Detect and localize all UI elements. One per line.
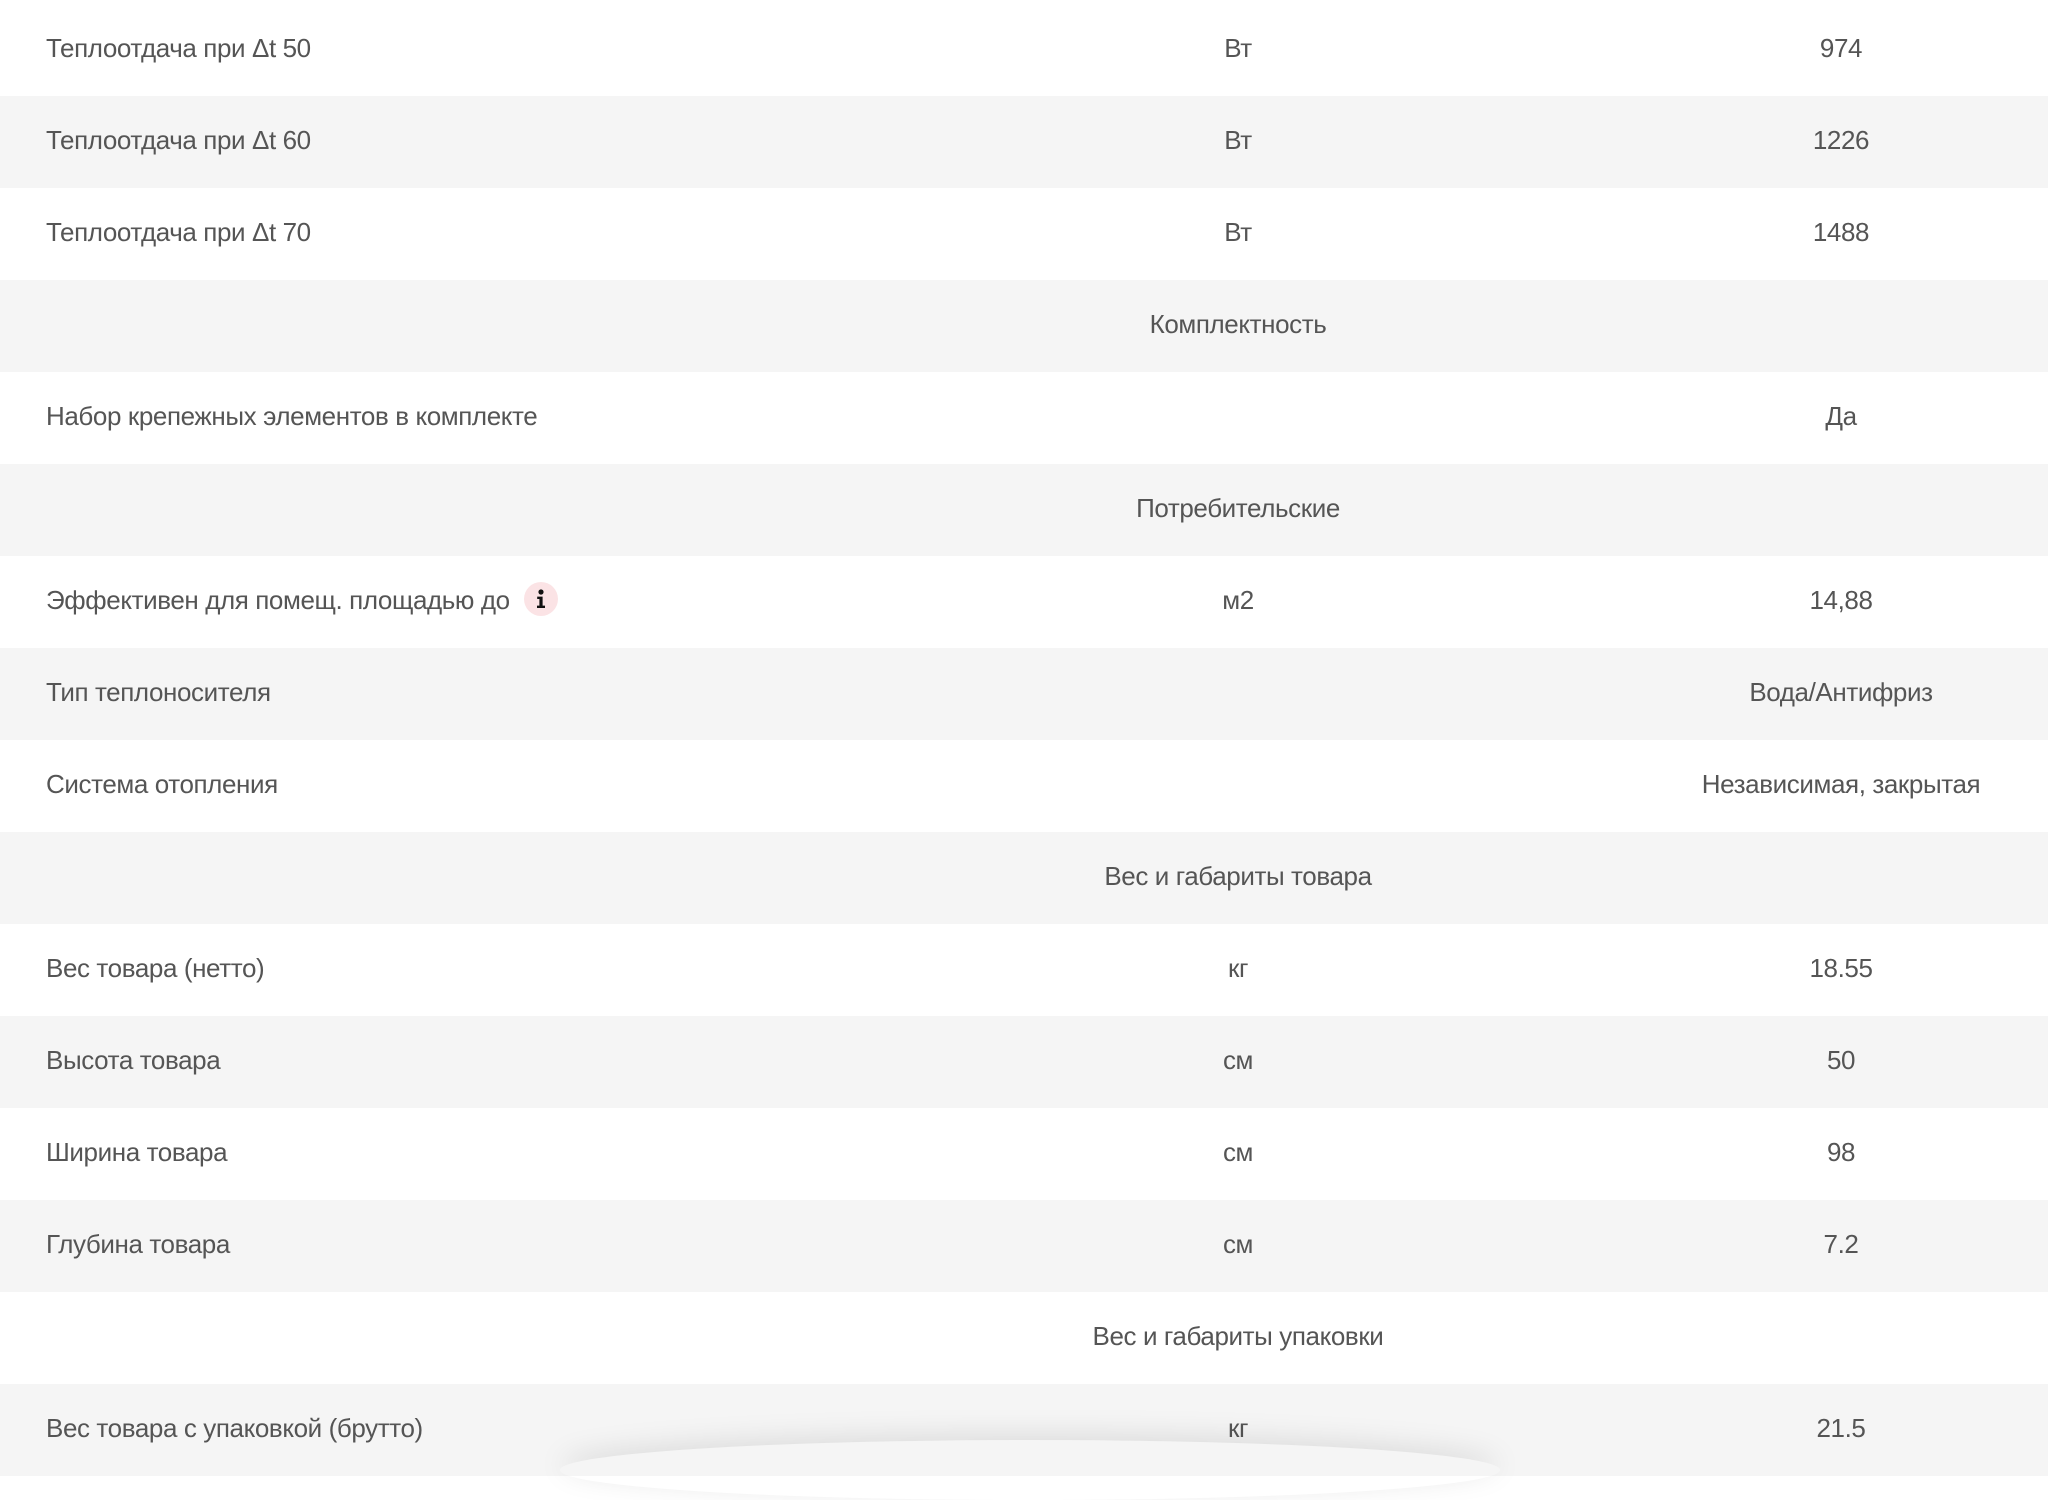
spec-value: 14,88 [1809,585,1873,615]
spec-label-with-info [46,556,558,648]
spec-unit: см [1222,1229,1254,1259]
spec-label: Эффективен для помещ. площадью до [46,585,510,615]
spec-row [0,1384,2048,1476]
spec-value: 50 [1826,1045,1856,1075]
specifications-table [0,4,2048,1476]
spec-row [0,924,2048,1016]
spec-unit [1138,740,1338,832]
spec-label: Теплоотдача при Δt 50 [46,33,311,63]
spec-row [0,372,2048,464]
section-title: Вес и габариты товара [1104,861,1372,891]
section-title: Вес и габариты упаковки [1092,1321,1384,1351]
spec-unit [1138,648,1338,740]
spec-value: 21.5 [1816,1413,1866,1443]
spec-unit: м2 [1222,585,1254,615]
spec-value: 974 [1819,33,1863,63]
section-title: Комплектность [1149,309,1327,339]
spec-unit: см [1222,1137,1254,1167]
section-header-row [0,280,2048,372]
spec-value: Вода/Антифриз [1749,677,1933,707]
spec-row [0,648,2048,740]
spec-value: Да [1825,401,1857,431]
spec-label: Вес товара с упаковкой (брутто) [46,1413,423,1443]
spec-value: 1226 [1812,125,1870,155]
section-header-row [0,1292,2048,1384]
spec-row [0,556,2048,648]
spec-row [0,4,2048,96]
spec-unit: Вт [1224,33,1252,63]
spec-label: Глубина товара [46,1229,230,1259]
spec-row [0,188,2048,280]
spec-row [0,1108,2048,1200]
spec-label: Теплоотдача при Δt 60 [46,125,311,155]
spec-row [0,740,2048,832]
spec-label: Теплоотдача при Δt 70 [46,217,311,247]
spec-value: 98 [1826,1137,1856,1167]
spec-row [0,1016,2048,1108]
spec-label: Тип теплоносителя [46,677,271,707]
spec-label: Вес товара (нетто) [46,953,265,983]
spec-value: 7.2 [1823,1229,1859,1259]
spec-value: Независимая, закрытая [1701,769,1981,799]
spec-row [0,96,2048,188]
spec-value: 1488 [1812,217,1870,247]
spec-label: Высота товара [46,1045,221,1075]
spec-label: Система отопления [46,769,278,799]
spec-unit: Вт [1224,217,1252,247]
spec-unit: Вт [1224,125,1252,155]
spec-unit [1138,372,1338,464]
section-header-row [0,464,2048,556]
spec-label: Ширина товара [46,1137,228,1167]
spec-row [0,1200,2048,1292]
spec-label: Набор крепежных элементов в комплекте [46,401,538,431]
spec-value: 18.55 [1809,953,1873,983]
section-header-row [0,832,2048,924]
spec-unit: см [1222,1045,1254,1075]
info-icon[interactable] [524,582,558,616]
spec-unit: кг [1227,1413,1249,1443]
section-title: Потребительские [1136,493,1340,523]
spec-unit: кг [1227,953,1249,983]
